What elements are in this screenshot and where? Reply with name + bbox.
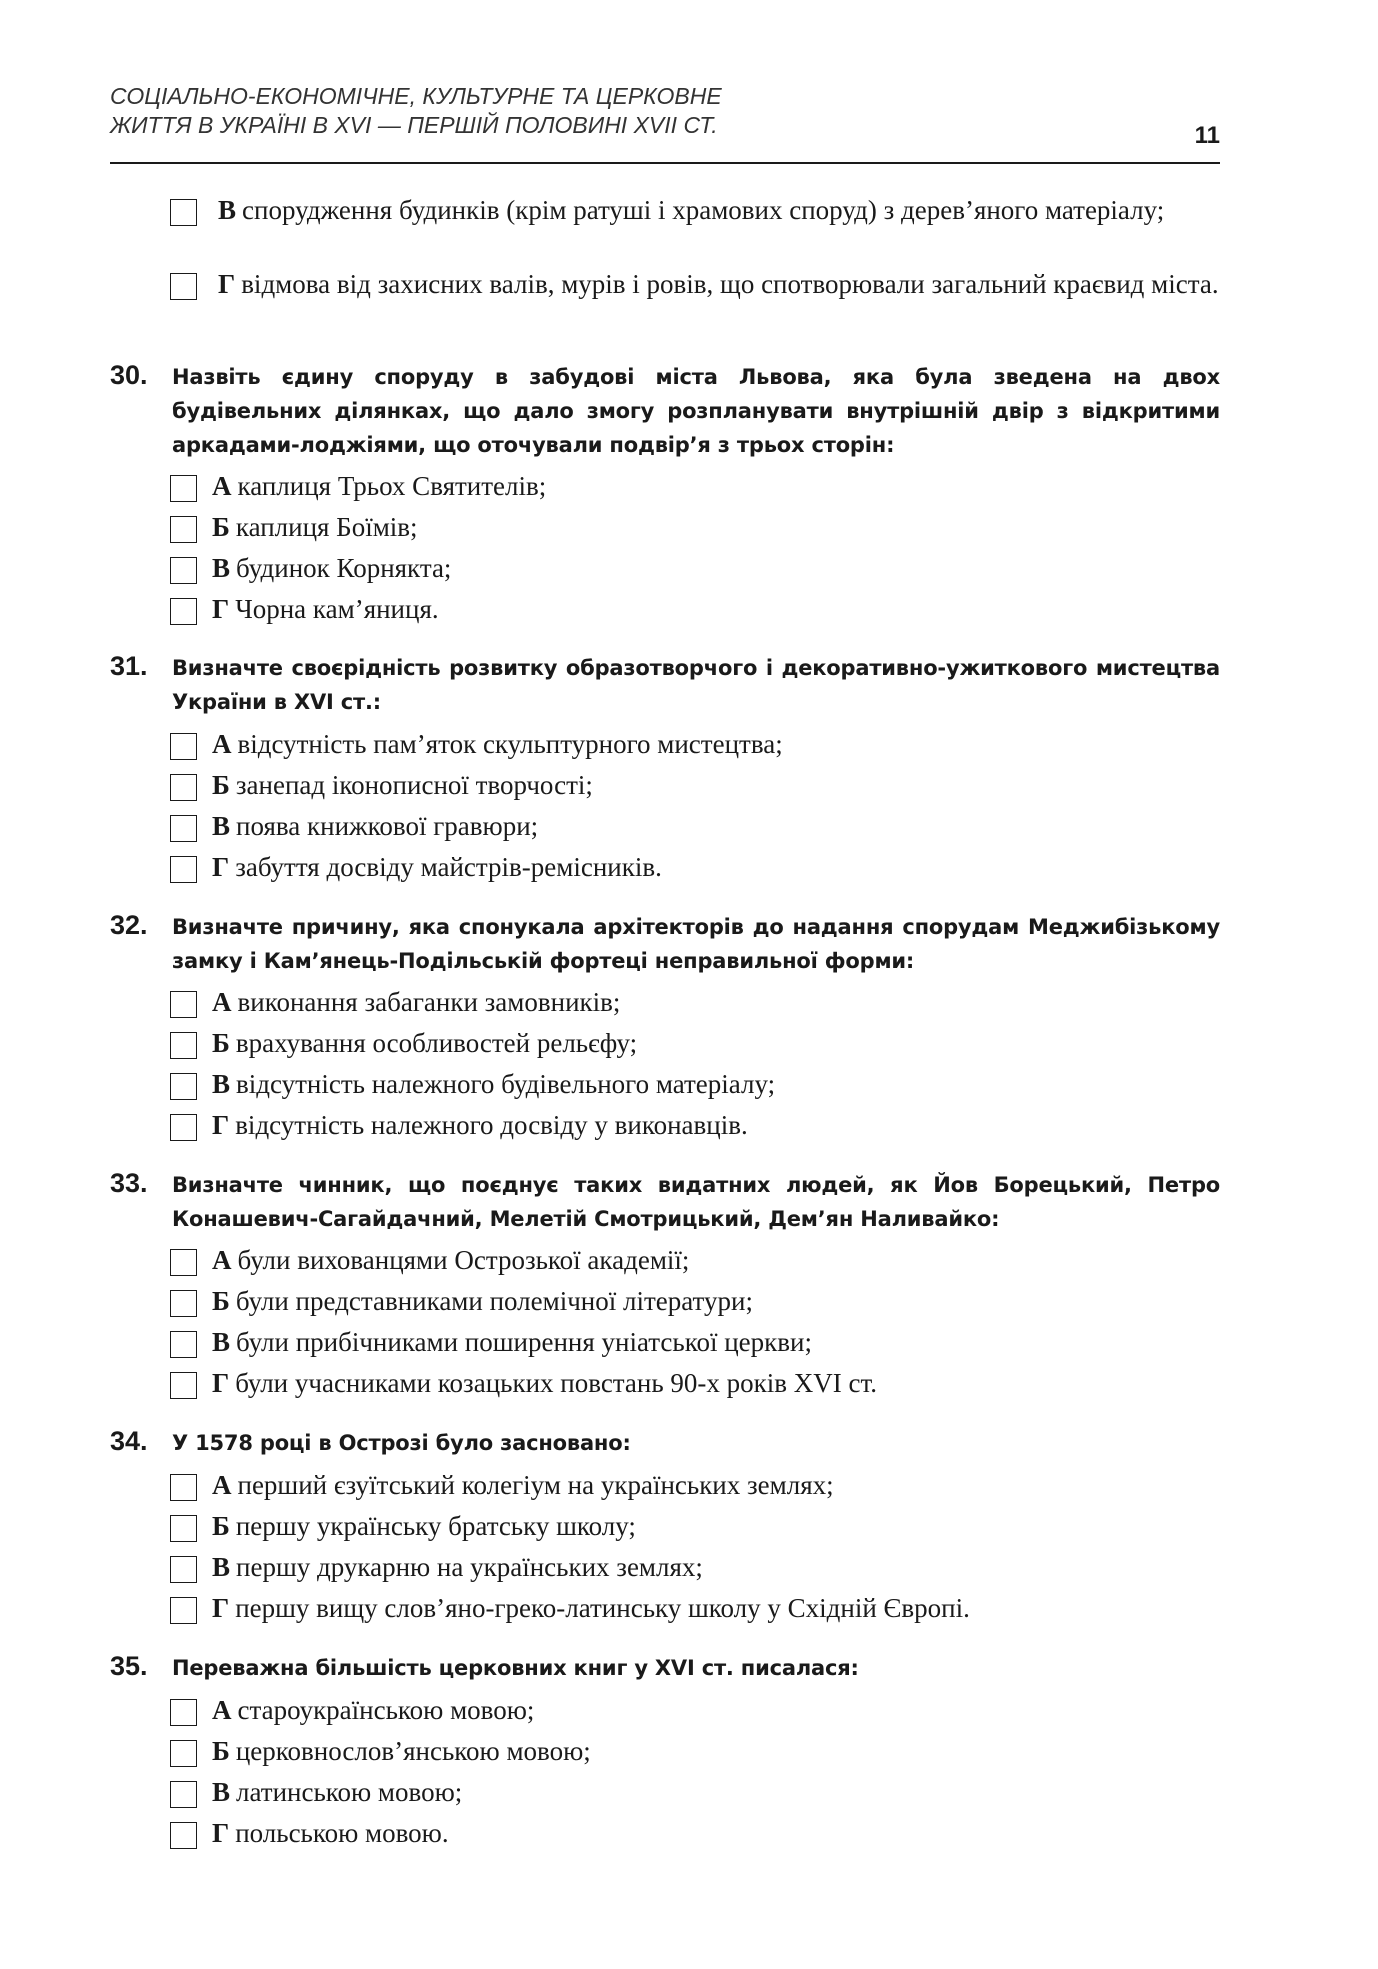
option-text: були прибічниками поширення уніатської церкви; — [236, 1327, 812, 1357]
answer-checkbox[interactable] — [170, 774, 197, 801]
option-letter: В — [212, 811, 231, 841]
option-text: виконання забаганки замовників; — [237, 987, 621, 1017]
option-34-a — [170, 1468, 1220, 1502]
option-letter: Б — [212, 512, 230, 542]
option-letter: А — [212, 1470, 232, 1500]
answer-checkbox[interactable] — [170, 1032, 197, 1059]
option-text: були вихованцями Острозької академії; — [237, 1245, 690, 1275]
answer-checkbox[interactable] — [170, 557, 197, 584]
option-32-h — [170, 1108, 1220, 1142]
option-letter: В — [212, 1552, 231, 1582]
option-34-h — [170, 1591, 1220, 1625]
option-text: першу українську братську школу; — [235, 1511, 636, 1541]
option-text: латинською мовою; — [236, 1777, 463, 1807]
section-title — [110, 82, 1220, 140]
option-letter: Г — [218, 269, 236, 299]
question-32 — [110, 910, 1220, 978]
option-29-v — [170, 193, 1220, 227]
option-letter: А — [212, 987, 232, 1017]
question-number: 35. — [110, 1651, 148, 1681]
option-letter: Б — [212, 1511, 230, 1541]
option-letter: Г — [212, 1818, 230, 1848]
question-33 — [110, 1168, 1220, 1236]
option-32-v — [170, 1067, 1220, 1101]
question-35 — [110, 1651, 1220, 1685]
option-letter: Б — [212, 1286, 230, 1316]
answer-checkbox[interactable] — [170, 1249, 197, 1276]
option-30-b — [170, 510, 1220, 544]
section-title-line-1: СОЦІАЛЬНО-ЕКОНОМІЧНЕ, КУЛЬТУРНЕ ТА ЦЕРКОВНЕ — [110, 83, 722, 109]
option-text: першу друкарню на українських землях; — [236, 1552, 703, 1582]
option-text: польською мовою. — [235, 1818, 449, 1848]
option-text: церковнослов’янською мовою; — [235, 1736, 591, 1766]
option-text: відсутність пам’яток скульптурного мистецтва; — [237, 729, 783, 759]
question-31 — [110, 651, 1220, 719]
page-header — [110, 82, 1220, 164]
option-letter: А — [212, 1245, 232, 1275]
option-34-b — [170, 1509, 1220, 1543]
option-letter: В — [212, 1069, 231, 1099]
option-letter: А — [212, 471, 232, 501]
question-number: 30. — [110, 360, 148, 390]
answer-checkbox[interactable] — [170, 1515, 197, 1542]
question-text: Визначте причину, яка спонукала архітекторів до надання спорудам Меджибізькому замку і Кам’янець-Подільській фортеці неправильної форми: — [172, 915, 1220, 973]
option-text: відсутність належного будівельного матеріалу; — [236, 1069, 776, 1099]
answer-checkbox[interactable] — [170, 1073, 197, 1100]
option-text: врахування особливостей рельєфу; — [235, 1028, 638, 1058]
option-31-b — [170, 768, 1220, 802]
option-letter: Г — [212, 1110, 230, 1140]
answer-checkbox[interactable] — [170, 1474, 197, 1501]
option-letter: Г — [212, 1593, 230, 1623]
answer-checkbox[interactable] — [170, 815, 197, 842]
option-letter: А — [212, 1695, 232, 1725]
answer-checkbox[interactable] — [170, 991, 197, 1018]
question-34 — [110, 1426, 1220, 1460]
question-text: У 1578 році в Острозі було засновано: — [172, 1431, 631, 1455]
section-title-line-2: ЖИТТЯ В УКРАЇНІ В XVI — ПЕРШІЙ ПОЛОВИНІ XVII СТ. — [110, 112, 718, 138]
option-text: перший єзуїтський колегіум на українських землях; — [237, 1470, 834, 1500]
option-text: староукраїнською мовою; — [237, 1695, 535, 1725]
option-30-h — [170, 592, 1220, 626]
option-35-a — [170, 1693, 1220, 1727]
answer-checkbox[interactable] — [170, 516, 197, 543]
option-letter: Г — [212, 852, 230, 882]
option-29-h — [170, 267, 1220, 301]
option-text: каплиця Боїмів; — [235, 512, 418, 542]
option-33-h — [170, 1366, 1220, 1400]
option-text: були учасниками козацьких повстань 90-х років XVI ст. — [235, 1368, 878, 1398]
option-33-b — [170, 1284, 1220, 1318]
option-34-v — [170, 1550, 1220, 1584]
option-letter: Г — [212, 1368, 230, 1398]
option-30-a — [170, 469, 1220, 503]
question-text: Визначте чинник, що поєднує таких видатних людей, як Йов Борецький, Петро Конашевич-Сагайдачний, Мелетій Смотрицький, Дем’ян Наливайко: — [172, 1173, 1220, 1231]
option-text: каплиця Трьох Святителів; — [237, 471, 547, 501]
question-text: Назвіть єдину споруду в забудові міста Львова, яка була зведена на двох будівельних ділянках, що дало змогу розпланувати внутрішній двір з відкритими аркадами-лоджіями, що оточували подвір’я з трьох сторін: — [172, 365, 1220, 457]
option-letter: Г — [212, 594, 230, 624]
option-text: будинок Корнякта; — [236, 553, 452, 583]
answer-checkbox[interactable] — [170, 475, 197, 502]
option-text: занепад іконописної творчості; — [235, 770, 593, 800]
option-letter: Б — [212, 1736, 230, 1766]
question-number: 31. — [110, 651, 148, 681]
option-32-b — [170, 1026, 1220, 1060]
answer-checkbox[interactable] — [170, 733, 197, 760]
option-text: Чорна кам’яниця. — [235, 594, 439, 624]
option-letter: Б — [212, 770, 230, 800]
answer-checkbox[interactable] — [170, 199, 197, 226]
option-31-h — [170, 850, 1220, 884]
answer-checkbox[interactable] — [170, 598, 197, 625]
option-35-v — [170, 1775, 1220, 1809]
answer-checkbox[interactable] — [170, 1822, 197, 1849]
question-number: 33. — [110, 1168, 148, 1198]
answer-checkbox[interactable] — [170, 1114, 197, 1141]
option-text: були представниками полемічної літератури; — [235, 1286, 753, 1316]
option-text: першу вищу слов’яно-греко-латинську школу у Східній Європі. — [235, 1593, 970, 1623]
answer-checkbox[interactable] — [170, 1556, 197, 1583]
question-number: 32. — [110, 910, 148, 940]
option-letter: В — [218, 195, 237, 225]
page-number: 11 — [1194, 122, 1220, 149]
option-letter: А — [212, 729, 232, 759]
option-text: забуття досвіду майстрів-ремісників. — [235, 852, 662, 882]
question-30 — [110, 360, 1220, 462]
option-letter: В — [212, 1327, 231, 1357]
option-text: відмова від захисних валів, мурів і ровів, що спотворювали загальний краєвид міста. — [241, 269, 1219, 299]
option-33-v — [170, 1325, 1220, 1359]
option-31-a — [170, 727, 1220, 761]
option-text: відсутність належного досвіду у виконавців. — [235, 1110, 748, 1140]
answer-checkbox[interactable] — [170, 273, 197, 300]
answer-checkbox[interactable] — [170, 1740, 197, 1767]
option-32-a — [170, 985, 1220, 1019]
option-letter: Б — [212, 1028, 230, 1058]
option-35-h — [170, 1816, 1220, 1850]
option-text: спорудження будинків (крім ратуші і храмових споруд) з дерев’яного матеріалу; — [242, 195, 1165, 225]
option-30-v — [170, 551, 1220, 585]
answer-checkbox[interactable] — [170, 1331, 197, 1358]
answer-checkbox[interactable] — [170, 1290, 197, 1317]
question-number: 34. — [110, 1426, 148, 1456]
answer-checkbox[interactable] — [170, 1699, 197, 1726]
option-text: поява книжкової гравюри; — [236, 811, 539, 841]
question-text: Визначте своєрідність розвитку образотворчого і декоративно-ужиткового мистецтва України в XVI ст.: — [172, 656, 1220, 714]
option-31-v — [170, 809, 1220, 843]
answer-checkbox[interactable] — [170, 856, 197, 883]
option-35-b — [170, 1734, 1220, 1768]
option-letter: В — [212, 553, 231, 583]
answer-checkbox[interactable] — [170, 1597, 197, 1624]
answer-checkbox[interactable] — [170, 1372, 197, 1399]
answer-checkbox[interactable] — [170, 1781, 197, 1808]
option-33-a — [170, 1243, 1220, 1277]
option-letter: В — [212, 1777, 231, 1807]
question-text: Переважна більшість церковних книг у XVI ст. писалася: — [172, 1656, 859, 1680]
